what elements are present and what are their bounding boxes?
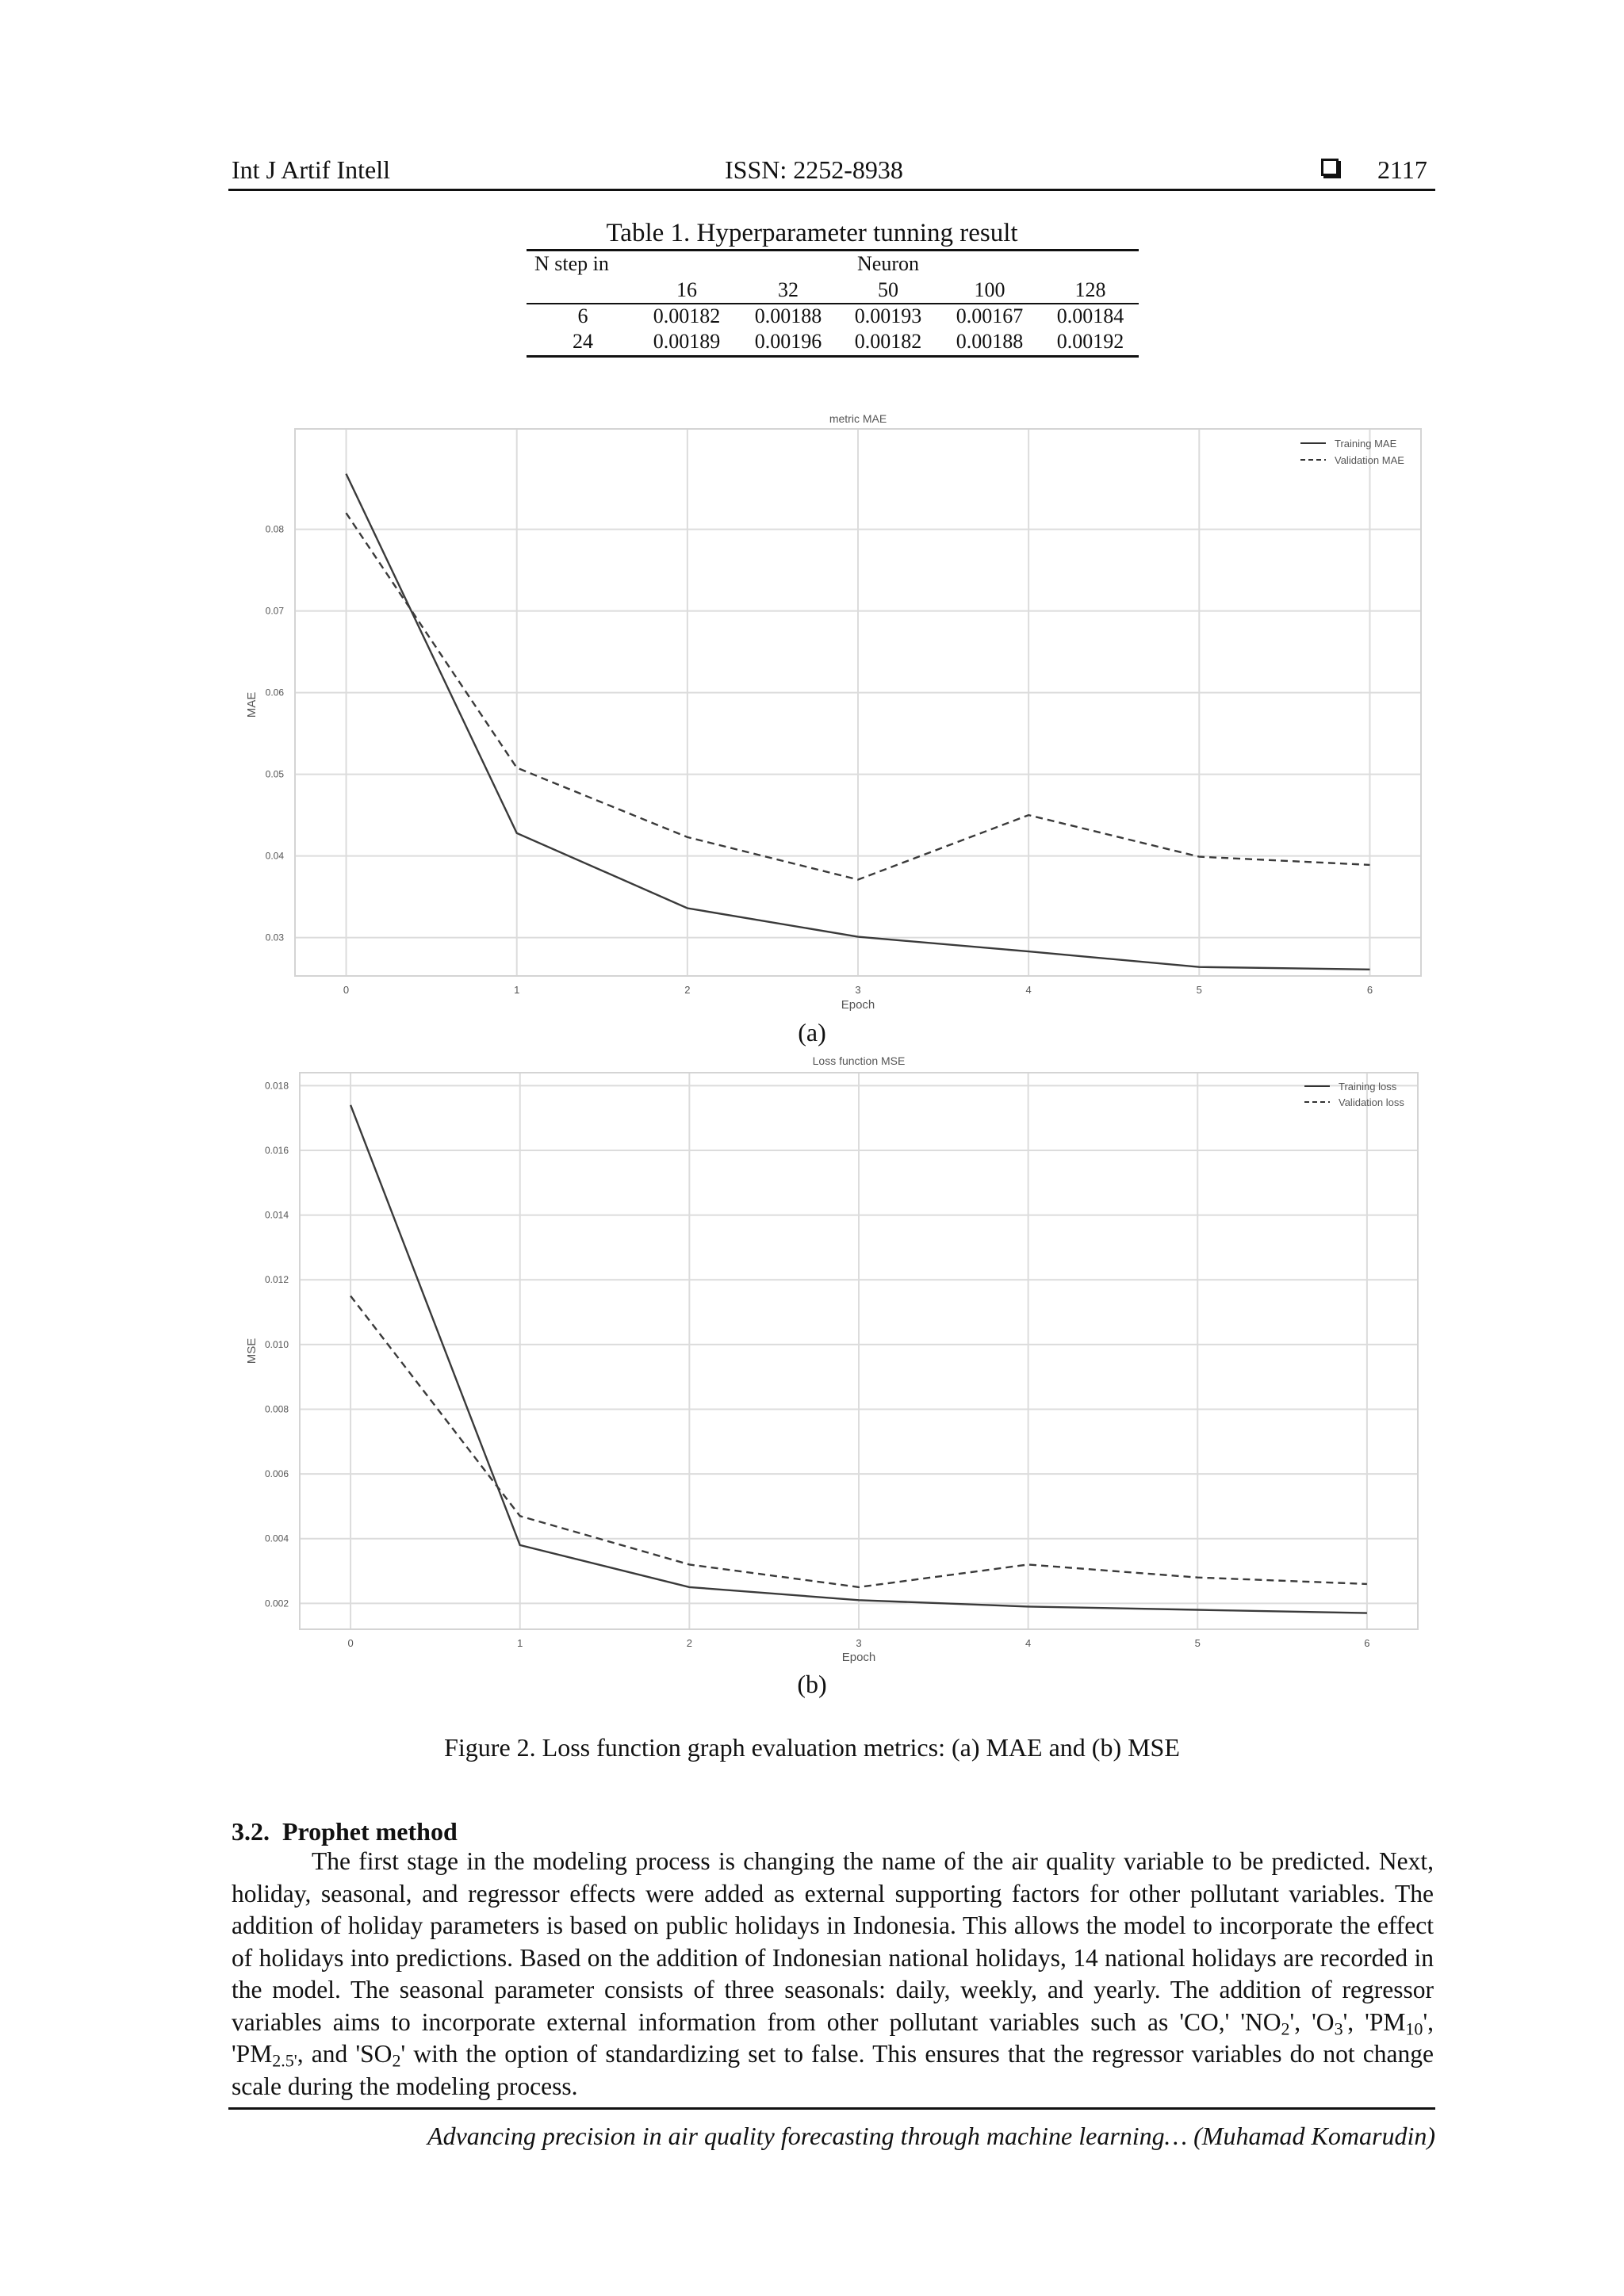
x-tick-label: 3 (856, 1637, 862, 1649)
x-tick-label: 0 (347, 1637, 354, 1649)
table-row-header: N step in (534, 252, 609, 275)
y-tick-label: 0.016 (264, 1144, 289, 1156)
chart-ticks (265, 1080, 1370, 1649)
figure-caption: Figure 2. Loss function graph evaluation metrics: (a) MAE and (b) MSE (444, 1733, 1180, 1762)
y-tick-label: 0.07 (265, 605, 284, 617)
subscript: 2 (392, 2050, 401, 2071)
table-cell-step: 6 (577, 304, 588, 327)
paragraph-text: ', 'PM (1342, 2007, 1406, 2036)
table-cell: 0.00196 (754, 330, 822, 353)
subscript: 2.5' (272, 2050, 297, 2071)
y-tick-label: 0.006 (264, 1468, 289, 1480)
chart-gridlines (300, 1073, 1418, 1629)
table-cell: 0.00182 (653, 304, 721, 327)
x-tick-label: 6 (1366, 984, 1373, 996)
x-tick-label: 2 (686, 1637, 692, 1649)
y-tick-label: 0.004 (264, 1533, 289, 1544)
table-cell: 0.00193 (854, 304, 922, 327)
table-group-header: Neuron (857, 252, 919, 275)
y-tick-label: 0.018 (264, 1080, 289, 1092)
table-caption: Table 1. Hyperparameter tunning result (606, 219, 1018, 247)
table-header-cell: 16 (676, 278, 697, 301)
paragraph-text: ', 'PM (232, 2007, 1434, 2068)
y-tick-label: 0.06 (265, 687, 284, 698)
paragraph-text: The first stage in the modeling process is changing the name of the air quality variable to be predicted. Next, holiday, seasonal, and regressor effects were added as external supporting factors for other pollutant variables. The addition of holiday parameters is based on public holidays in Indonesia. This allows the model to incorporate the effect of holidays into predictions. Based on the addition of Indonesian national holidays, 14 national holidays are recorded in the model. The seasonal parameter consists of three seasonals: daily, weekly, and yearly. The addition of regressor variables aims to incorporate external information from other pollutant variables such as 'CO,' 'NO (232, 1847, 1434, 2036)
y-tick-label: 0.014 (264, 1209, 289, 1221)
x-tick-label: 4 (1025, 984, 1032, 996)
y-tick-label: 0.010 (264, 1338, 289, 1350)
legend-label-training: Training loss (1339, 1081, 1397, 1093)
table-cell: 0.00182 (854, 330, 922, 353)
x-tick-label: 5 (1196, 984, 1202, 996)
legend-label-validation: Validation loss (1339, 1096, 1404, 1108)
x-tick-label: 5 (1194, 1637, 1201, 1649)
subscript: 3 (1334, 2019, 1343, 2038)
subfigure-label-b: (b) (797, 1670, 827, 1698)
y-tick-label: 0.002 (264, 1598, 289, 1609)
table-cell: 0.00189 (653, 330, 721, 353)
section-paragraph (232, 1846, 1434, 2103)
subscript: 2 (1281, 2019, 1290, 2038)
subfigure-label-a: (a) (798, 1018, 826, 1047)
x-tick-label: 3 (855, 984, 861, 996)
legend-label-training: Training MAE (1335, 438, 1397, 450)
footer-running-title: Advancing precision in air quality forecasting through machine learning… (Muhamad Komarudin) (427, 2122, 1435, 2150)
table-header-cell: 32 (778, 278, 799, 301)
x-tick-label: 4 (1025, 1637, 1032, 1649)
table-cell: 0.00188 (956, 330, 1024, 353)
paragraph-text: , and 'SO (297, 2040, 393, 2068)
y-tick-label: 0.04 (265, 850, 284, 862)
x-tick-label: 2 (684, 984, 691, 996)
table-cell: 0.00192 (1056, 330, 1124, 353)
y-tick-label: 0.08 (265, 523, 284, 535)
table-cell: 0.00188 (754, 304, 822, 327)
y-tick-label: 0.008 (264, 1403, 289, 1415)
table-header-cell: 128 (1074, 278, 1106, 301)
chart-title: metric MAE (829, 412, 887, 425)
table-cell: 0.00167 (956, 304, 1024, 327)
section-heading: 3.2. Prophet method (232, 1817, 458, 1846)
legend-label-validation: Validation MAE (1335, 454, 1404, 466)
paragraph-text: ', 'O (1289, 2007, 1335, 2036)
x-tick-label: 1 (514, 984, 520, 996)
y-axis-label: MSE (245, 1337, 259, 1364)
footer-rule (228, 2107, 1435, 2110)
y-axis-label: MAE (245, 691, 259, 718)
y-tick-label: 0.012 (264, 1274, 289, 1286)
table-header-cell: 100 (974, 278, 1005, 301)
journal-name: Int J Artif Intell (232, 155, 390, 184)
y-tick-label: 0.03 (265, 932, 284, 943)
page-number: 2117 (1377, 155, 1427, 184)
chart-legend (1304, 1081, 1404, 1108)
table-cell: 0.00184 (1056, 304, 1124, 327)
table-cell-step: 24 (573, 330, 593, 353)
x-tick-label: 1 (517, 1637, 523, 1649)
subscript: 10 (1405, 2019, 1423, 2038)
chart-title: Loss function MSE (812, 1054, 906, 1067)
x-tick-label: 0 (343, 984, 350, 996)
x-axis-label: Epoch (841, 998, 875, 1012)
x-tick-label: 6 (1364, 1637, 1370, 1649)
table-header-cell: 50 (878, 278, 898, 301)
x-axis-label: Epoch (841, 1651, 876, 1664)
y-tick-label: 0.05 (265, 768, 284, 780)
paragraph-text: ' with the option of standardizing set to false. This ensures that the regressor variables do not change scale during the modeling process. (232, 2040, 1434, 2100)
issn: ISSN: 2252-8938 (725, 155, 903, 184)
